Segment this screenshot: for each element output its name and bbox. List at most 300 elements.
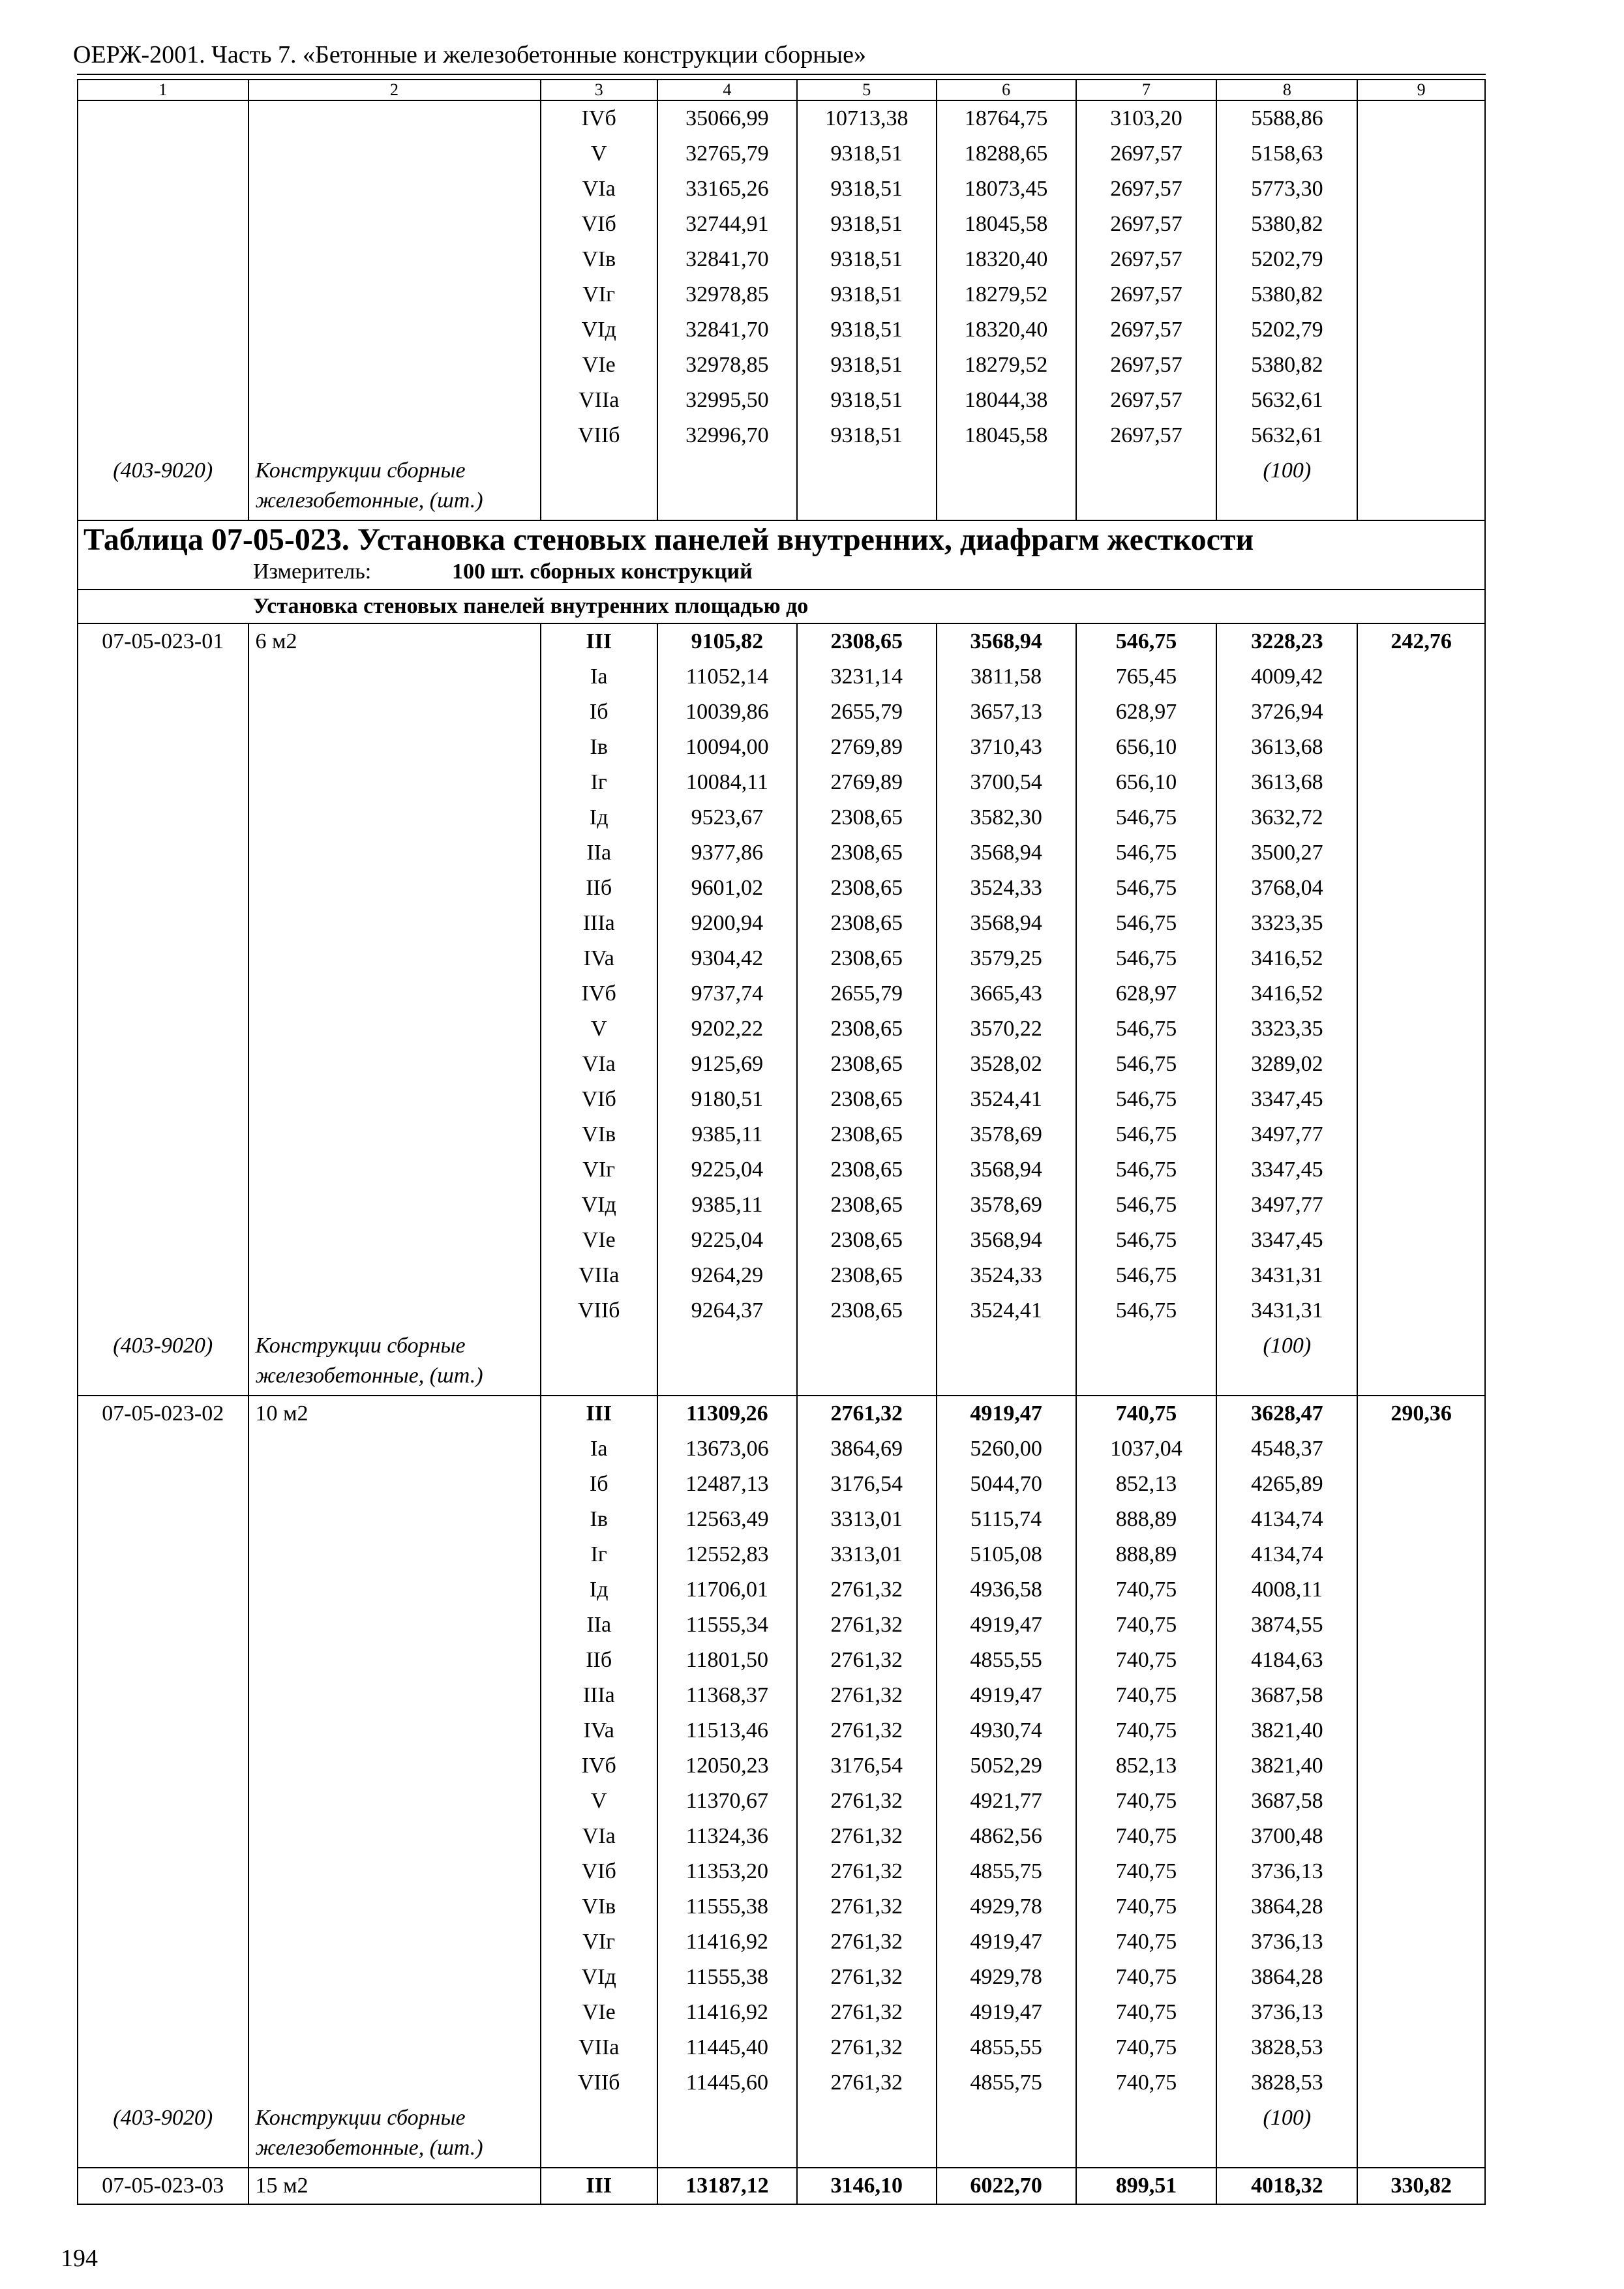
value-cell: 2769,89 (797, 730, 937, 765)
value-cell: 18288,65 (937, 136, 1076, 172)
empty-cell (1357, 730, 1485, 765)
empty-cell (1357, 1924, 1485, 1960)
value-cell: 4919,47 (937, 1995, 1076, 2030)
value-cell: 9385,11 (657, 1188, 797, 1223)
empty-cell (797, 2101, 937, 2168)
value-cell: 5115,74 (937, 1502, 1076, 1537)
subtitle: Установка стеновых панелей внутренних площадью до (78, 590, 1485, 623)
empty-cell (78, 1608, 248, 1643)
value-cell: 2308,65 (797, 835, 937, 871)
value-cell: 4919,47 (937, 1396, 1076, 1431)
value-cell: 546,75 (1076, 1152, 1217, 1188)
table-row (78, 1396, 1485, 1431)
empty-cell (78, 941, 248, 976)
value-cell: 12563,49 (657, 1502, 797, 1537)
value-cell: 11416,92 (657, 1995, 797, 2030)
value-cell: 3570,22 (937, 1011, 1076, 1047)
value-cell: 32996,70 (657, 418, 797, 453)
value-cell: 2761,32 (797, 1995, 937, 2030)
value-cell: 9318,51 (797, 277, 937, 312)
empty-cell (78, 1924, 248, 1960)
value-cell: 5052,29 (937, 1748, 1076, 1784)
zone-cell: VIе (541, 1995, 657, 2030)
table-row (78, 136, 1485, 172)
value-cell: 3864,28 (1216, 1889, 1357, 1924)
zone-cell: VIг (541, 1924, 657, 1960)
value-cell: 4921,77 (937, 1784, 1076, 1819)
value-cell: 740,75 (1076, 1396, 1217, 1431)
material-name: Конструкции сборные железобетонные, (шт.) (248, 1328, 541, 1396)
value-cell: 546,75 (1076, 871, 1217, 906)
empty-cell (78, 765, 248, 800)
empty-cell (78, 1431, 248, 1467)
table-row (78, 1995, 1485, 2030)
value-cell: 899,51 (1076, 2168, 1217, 2204)
column-number: 6 (937, 80, 1076, 100)
value-cell: 3578,69 (937, 1117, 1076, 1152)
empty-cell (248, 871, 541, 906)
value-cell: 740,75 (1076, 1608, 1217, 1643)
material-code: (403-9020) (78, 1328, 248, 1396)
empty-cell (248, 2030, 541, 2065)
empty-cell (78, 383, 248, 418)
zone-cell: IVa (541, 1713, 657, 1748)
measure-value: 100 шт. сборных конструкций (452, 560, 753, 584)
value-cell: 4919,47 (937, 1678, 1076, 1713)
empty-cell (78, 2065, 248, 2101)
empty-cell (1357, 277, 1485, 312)
empty-cell (1357, 2030, 1485, 2065)
column-number: 7 (1076, 80, 1217, 100)
empty-cell (1357, 453, 1485, 520)
rate-code: 07-05-023-03 (78, 2168, 248, 2204)
value-cell: 2761,32 (797, 1889, 937, 1924)
empty-cell (248, 277, 541, 312)
empty-cell (248, 1854, 541, 1889)
value-cell: 740,75 (1076, 1572, 1217, 1608)
value-cell: 9200,94 (657, 906, 797, 941)
value-cell: 18073,45 (937, 172, 1076, 207)
value-cell: 5632,61 (1216, 418, 1357, 453)
empty-cell (797, 453, 937, 520)
value-cell: 5632,61 (1216, 383, 1357, 418)
empty-cell (78, 1537, 248, 1572)
empty-cell (248, 1889, 541, 1924)
value-cell: 32978,85 (657, 277, 797, 312)
table-row (78, 1293, 1485, 1328)
empty-cell (1357, 1188, 1485, 1223)
value-cell: 11416,92 (657, 1924, 797, 1960)
value-cell: 2308,65 (797, 1188, 937, 1223)
value-cell: 3687,58 (1216, 1678, 1357, 1713)
column-numbers-row (78, 80, 1485, 100)
value-cell: 740,75 (1076, 1854, 1217, 1889)
material-row (78, 1328, 1485, 1396)
value-cell: 765,45 (1076, 659, 1217, 695)
zone-cell: Iв (541, 1502, 657, 1537)
empty-cell (78, 695, 248, 730)
empty-cell (78, 242, 248, 277)
value-cell: 3347,45 (1216, 1082, 1357, 1117)
value-cell: 3524,33 (937, 871, 1076, 906)
value-cell: 18044,38 (937, 383, 1076, 418)
value-cell: 1037,04 (1076, 1431, 1217, 1467)
column-number: 5 (797, 80, 937, 100)
value-cell: 2761,32 (797, 1608, 937, 1643)
value-cell: 4855,75 (937, 1854, 1076, 1889)
empty-cell (78, 1854, 248, 1889)
empty-cell (248, 1152, 541, 1188)
value-cell: 3736,13 (1216, 1924, 1357, 1960)
empty-cell (1357, 207, 1485, 242)
table-row (78, 1819, 1485, 1854)
table-row (78, 348, 1485, 383)
empty-cell (1357, 1328, 1485, 1396)
value-cell: 11513,46 (657, 1713, 797, 1748)
zone-cell: V (541, 1011, 657, 1047)
empty-cell (78, 418, 248, 453)
column-number: 4 (657, 80, 797, 100)
empty-cell (1357, 976, 1485, 1011)
value-cell: 2761,32 (797, 2030, 937, 2065)
value-cell: 11555,34 (657, 1608, 797, 1643)
empty-cell (1357, 1047, 1485, 1082)
empty-cell (78, 1889, 248, 1924)
empty-cell (248, 1784, 541, 1819)
value-cell: 5044,70 (937, 1467, 1076, 1502)
empty-cell (248, 1082, 541, 1117)
empty-cell (1357, 1117, 1485, 1152)
value-cell: 3874,55 (1216, 1608, 1357, 1643)
table-row (78, 1152, 1485, 1188)
material-qty: (100) (1216, 453, 1357, 520)
zone-cell: IIa (541, 835, 657, 871)
value-cell: 3313,01 (797, 1537, 937, 1572)
zone-cell: III (541, 2168, 657, 2204)
value-cell: 2761,32 (797, 1784, 937, 1819)
table-row (78, 1431, 1485, 1467)
value-cell: 11370,67 (657, 1784, 797, 1819)
zone-cell: V (541, 1784, 657, 1819)
empty-cell (1357, 1223, 1485, 1258)
value-cell: 11555,38 (657, 1889, 797, 1924)
empty-cell (78, 1960, 248, 1995)
value-cell: 740,75 (1076, 1924, 1217, 1960)
empty-cell (248, 695, 541, 730)
value-cell: 13187,12 (657, 2168, 797, 2204)
value-cell: 740,75 (1076, 1643, 1217, 1678)
value-cell: 546,75 (1076, 1258, 1217, 1293)
table-row (78, 418, 1485, 453)
value-cell: 2697,57 (1076, 277, 1217, 312)
table-row (78, 765, 1485, 800)
value-cell: 5773,30 (1216, 172, 1357, 207)
empty-cell (248, 1713, 541, 1748)
rate-name: 15 м2 (248, 2168, 541, 2204)
empty-cell (78, 730, 248, 765)
value-cell: 5202,79 (1216, 312, 1357, 348)
zone-cell: Ia (541, 659, 657, 695)
value-cell: 740,75 (1076, 1678, 1217, 1713)
material-qty: (100) (1216, 2101, 1357, 2168)
empty-cell (1357, 100, 1485, 136)
empty-cell (78, 1467, 248, 1502)
value-cell: 3176,54 (797, 1748, 937, 1784)
value-cell: 3568,94 (937, 623, 1076, 659)
value-cell: 9264,29 (657, 1258, 797, 1293)
empty-cell (1357, 765, 1485, 800)
value-cell: 2308,65 (797, 1152, 937, 1188)
value-cell: 2655,79 (797, 695, 937, 730)
empty-cell (248, 242, 541, 277)
value-cell: 2308,65 (797, 941, 937, 976)
rates-table (77, 79, 1486, 2205)
empty-cell (78, 312, 248, 348)
value-cell: 32765,79 (657, 136, 797, 172)
zone-cell: VIв (541, 242, 657, 277)
table-row (78, 242, 1485, 277)
value-cell: 5105,08 (937, 1537, 1076, 1572)
empty-cell (937, 1328, 1076, 1396)
value-cell: 3579,25 (937, 941, 1076, 976)
material-code: (403-9020) (78, 2101, 248, 2168)
empty-cell (1357, 1502, 1485, 1537)
value-cell: 5202,79 (1216, 242, 1357, 277)
empty-cell (248, 1819, 541, 1854)
empty-cell (1357, 1854, 1485, 1889)
value-cell: 9202,22 (657, 1011, 797, 1047)
value-cell: 9523,67 (657, 800, 797, 835)
empty-cell (78, 136, 248, 172)
value-cell: 2697,57 (1076, 136, 1217, 172)
empty-cell (248, 1678, 541, 1713)
value-cell: 3103,20 (1076, 100, 1217, 136)
empty-cell (1357, 1572, 1485, 1608)
value-cell: 3528,02 (937, 1047, 1076, 1082)
value-cell: 18045,58 (937, 207, 1076, 242)
column-number: 9 (1357, 80, 1485, 100)
table-row (78, 1924, 1485, 1960)
value-cell: 2761,32 (797, 1572, 937, 1608)
empty-cell (1357, 1748, 1485, 1784)
empty-cell (248, 2065, 541, 2101)
empty-cell (78, 1293, 248, 1328)
empty-cell (1357, 906, 1485, 941)
table-row (78, 1572, 1485, 1608)
value-cell: 2697,57 (1076, 348, 1217, 383)
empty-cell (248, 1293, 541, 1328)
empty-cell (248, 1572, 541, 1608)
table-row (78, 1713, 1485, 1748)
value-cell: 3582,30 (937, 800, 1076, 835)
column-number: 1 (78, 80, 248, 100)
empty-cell (1357, 172, 1485, 207)
value-cell: 3231,14 (797, 659, 937, 695)
value-cell: 740,75 (1076, 1995, 1217, 2030)
empty-cell (78, 1152, 248, 1188)
zone-cell: VIIa (541, 1258, 657, 1293)
material-row (78, 453, 1485, 520)
value-cell: 3768,04 (1216, 871, 1357, 906)
zone-cell: VIб (541, 1854, 657, 1889)
empty-cell (1357, 1643, 1485, 1678)
value-cell: 4862,56 (937, 1819, 1076, 1854)
value-cell: 3176,54 (797, 1467, 937, 1502)
table-row (78, 1784, 1485, 1819)
empty-cell (248, 136, 541, 172)
value-cell: 3146,10 (797, 2168, 937, 2204)
empty-cell (541, 2101, 657, 2168)
empty-cell (248, 312, 541, 348)
table-row (78, 172, 1485, 207)
empty-cell (78, 871, 248, 906)
material-name: Конструкции сборные железобетонные, (шт.) (248, 2101, 541, 2168)
value-cell: 9318,51 (797, 136, 937, 172)
table-row (78, 207, 1485, 242)
empty-cell (78, 976, 248, 1011)
empty-cell (248, 348, 541, 383)
table-title-cell (78, 520, 1485, 590)
empty-cell (248, 1467, 541, 1502)
value-cell: 12552,83 (657, 1537, 797, 1572)
value-cell: 3568,94 (937, 1152, 1076, 1188)
value-cell: 4134,74 (1216, 1502, 1357, 1537)
value-cell: 2308,65 (797, 800, 937, 835)
value-cell: 9105,82 (657, 623, 797, 659)
empty-cell (78, 1188, 248, 1223)
value-cell: 3500,27 (1216, 835, 1357, 871)
table-row (78, 730, 1485, 765)
empty-cell (78, 1748, 248, 1784)
value-cell: 740,75 (1076, 2065, 1217, 2101)
empty-cell (1357, 800, 1485, 835)
empty-cell (1357, 1293, 1485, 1328)
zone-cell: VIa (541, 1047, 657, 1082)
value-cell: 4855,75 (937, 2065, 1076, 2101)
zone-cell: Iд (541, 1572, 657, 1608)
value-cell: 546,75 (1076, 800, 1217, 835)
value-cell: 32841,70 (657, 242, 797, 277)
zone-cell: IVб (541, 976, 657, 1011)
empty-cell (1357, 835, 1485, 871)
value-cell: 18320,40 (937, 312, 1076, 348)
column-number: 2 (248, 80, 541, 100)
empty-cell (1357, 659, 1485, 695)
value-cell: 2308,65 (797, 623, 937, 659)
zone-cell: VIIб (541, 1293, 657, 1328)
empty-cell (248, 172, 541, 207)
material-qty: (100) (1216, 1328, 1357, 1396)
empty-cell (1357, 1784, 1485, 1819)
empty-cell (78, 1258, 248, 1293)
value-cell: 5588,86 (1216, 100, 1357, 136)
empty-cell (937, 453, 1076, 520)
value-cell: 11309,26 (657, 1396, 797, 1431)
empty-cell (937, 2101, 1076, 2168)
value-cell: 3497,77 (1216, 1117, 1357, 1152)
value-cell: 3821,40 (1216, 1713, 1357, 1748)
rate-code: 07-05-023-01 (78, 623, 248, 659)
value-cell: 3864,69 (797, 1431, 937, 1467)
labor-cell: 290,36 (1357, 1396, 1485, 1431)
column-number: 3 (541, 80, 657, 100)
value-cell: 546,75 (1076, 1223, 1217, 1258)
value-cell: 2761,32 (797, 1854, 937, 1889)
value-cell: 2308,65 (797, 1011, 937, 1047)
empty-cell (248, 207, 541, 242)
page-number: 194 (61, 2245, 98, 2272)
table-row (78, 1960, 1485, 1995)
value-cell: 11555,38 (657, 1960, 797, 1995)
value-cell: 9180,51 (657, 1082, 797, 1117)
value-cell: 2308,65 (797, 1293, 937, 1328)
empty-cell (248, 941, 541, 976)
value-cell: 2761,32 (797, 2065, 937, 2101)
zone-cell: VIв (541, 1889, 657, 1924)
value-cell: 2308,65 (797, 906, 937, 941)
labor-cell: 330,82 (1357, 2168, 1485, 2204)
empty-cell (248, 383, 541, 418)
empty-cell (78, 1223, 248, 1258)
material-code: (403-9020) (78, 453, 248, 520)
empty-cell (78, 2030, 248, 2065)
zone-cell: VIд (541, 312, 657, 348)
value-cell: 2761,32 (797, 1396, 937, 1431)
value-cell: 3568,94 (937, 906, 1076, 941)
table-row (78, 312, 1485, 348)
value-cell: 4919,47 (937, 1924, 1076, 1960)
empty-cell (248, 1748, 541, 1784)
empty-cell (248, 1643, 541, 1678)
value-cell: 3568,94 (937, 835, 1076, 871)
value-cell: 4009,42 (1216, 659, 1357, 695)
zone-cell: Iг (541, 765, 657, 800)
value-cell: 2697,57 (1076, 383, 1217, 418)
value-cell: 888,89 (1076, 1537, 1217, 1572)
value-cell: 5380,82 (1216, 277, 1357, 312)
value-cell: 11052,14 (657, 659, 797, 695)
table-row (78, 1748, 1485, 1784)
zone-cell: IIIa (541, 906, 657, 941)
table-row (78, 800, 1485, 835)
table-row (78, 695, 1485, 730)
empty-cell (248, 1223, 541, 1258)
value-cell: 3289,02 (1216, 1047, 1357, 1082)
value-cell: 2308,65 (797, 1117, 937, 1152)
labor-cell: 242,76 (1357, 623, 1485, 659)
value-cell: 3524,41 (937, 1082, 1076, 1117)
value-cell: 546,75 (1076, 941, 1217, 976)
zone-cell: Iв (541, 730, 657, 765)
table-row (78, 1223, 1485, 1258)
zone-cell: VIIa (541, 383, 657, 418)
zone-cell: IVб (541, 1748, 657, 1784)
material-row (78, 2101, 1485, 2168)
empty-cell (78, 348, 248, 383)
value-cell: 2761,32 (797, 1713, 937, 1748)
empty-cell (248, 906, 541, 941)
empty-cell (248, 835, 541, 871)
empty-cell (1357, 1608, 1485, 1643)
value-cell: 4919,47 (937, 1608, 1076, 1643)
value-cell: 546,75 (1076, 835, 1217, 871)
value-cell: 18279,52 (937, 348, 1076, 383)
value-cell: 11706,01 (657, 1572, 797, 1608)
empty-cell (248, 418, 541, 453)
value-cell: 11324,36 (657, 1819, 797, 1854)
empty-cell (1357, 1258, 1485, 1293)
value-cell: 2697,57 (1076, 242, 1217, 277)
